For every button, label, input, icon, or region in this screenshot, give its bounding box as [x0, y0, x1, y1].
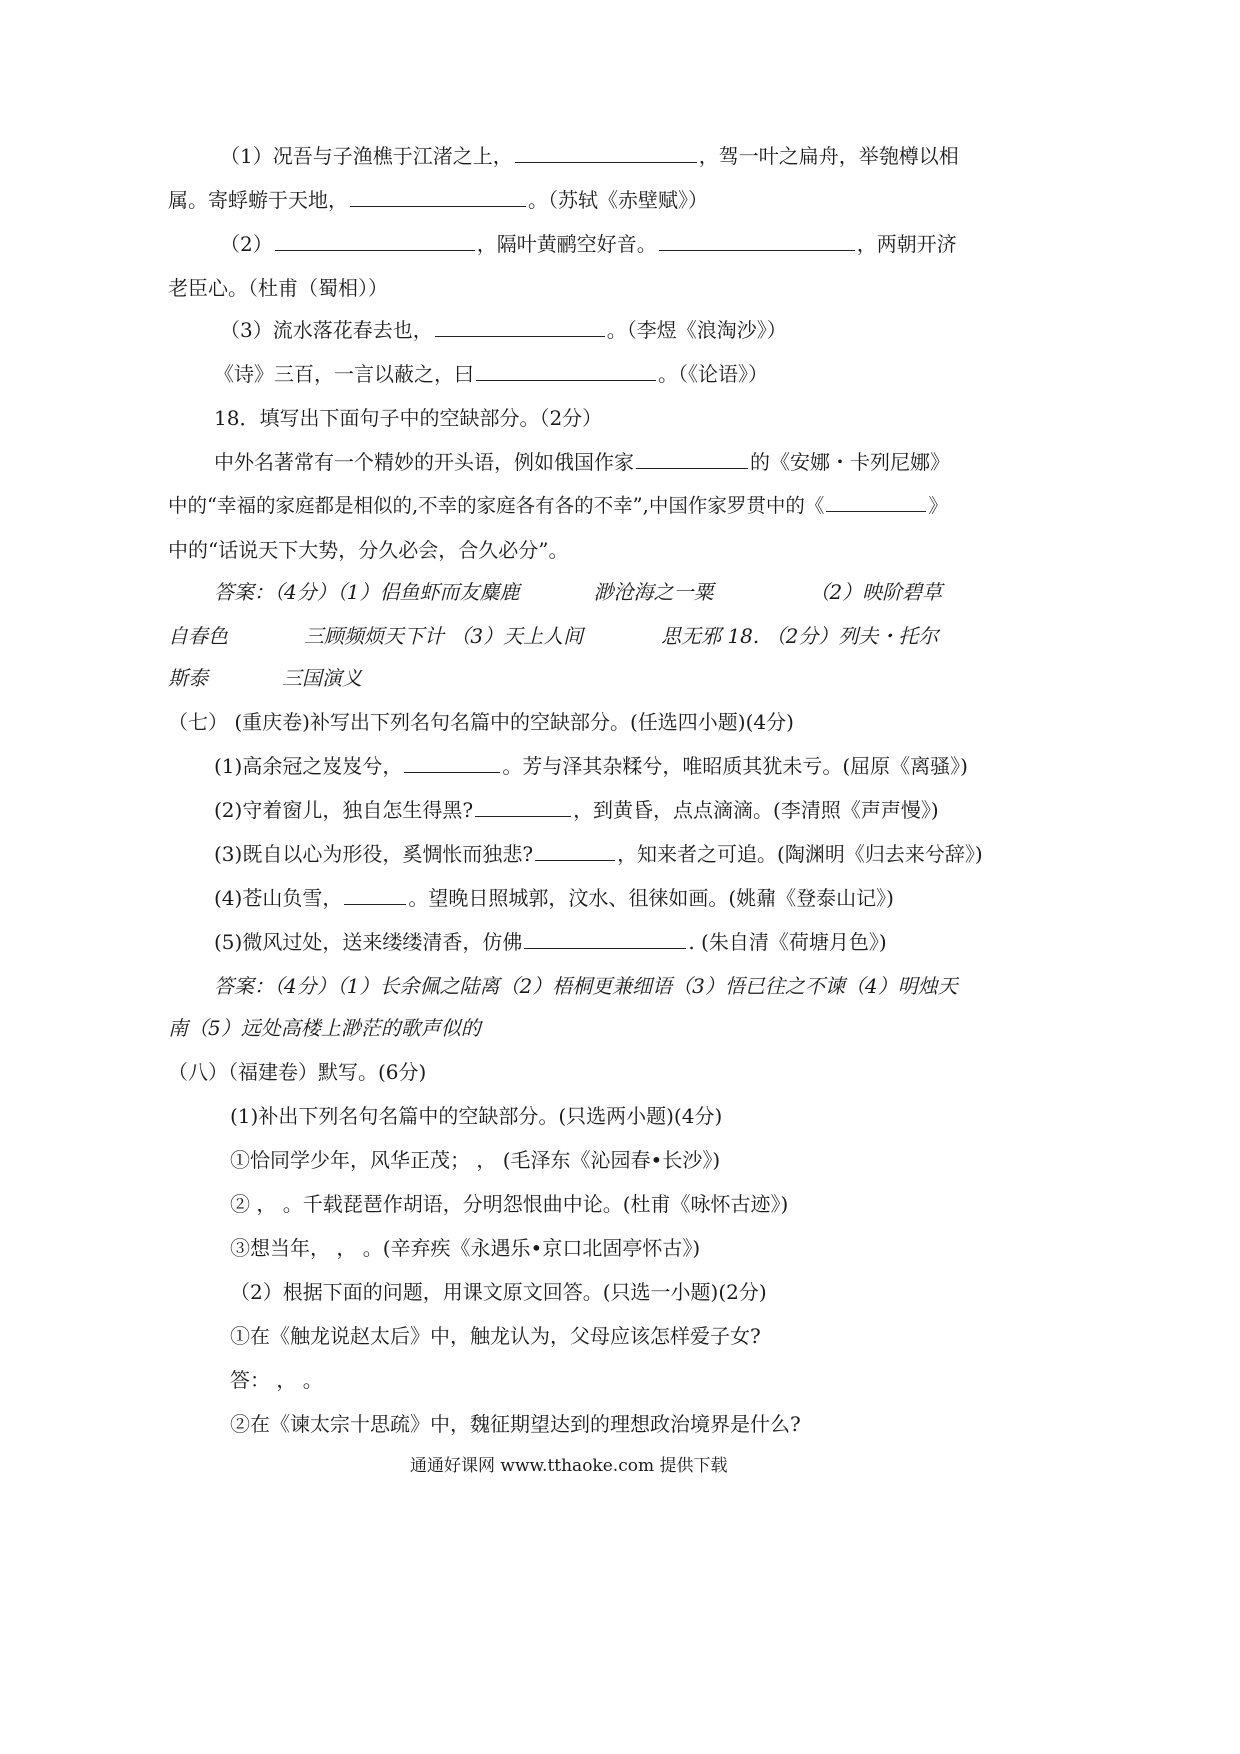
s8-question-2: ②在《谏太宗十思疏》中，魏征期望达到的理想政治境界是什么? [230, 1412, 801, 1436]
q18-line-1 [214, 452, 950, 472]
s8-part-2: （2）根据下面的问题，用课文原文回答。(只选一小题)(2分) [230, 1280, 767, 1304]
text: . (朱自清《荷塘月色》) [688, 930, 887, 954]
s7-q1 [214, 756, 968, 776]
s17-line-4: 老臣心。（杜甫（蜀相）） [168, 276, 388, 300]
text: 的《安娜・卡列尼娜》 [750, 450, 950, 474]
text: ，驾一叶之扁舟，举匏樽以相 [698, 144, 959, 168]
text: 。（苏轼《赤壁赋》） [528, 188, 708, 212]
text: ，到黄昏，点点滴滴。(李清照《声声慢》) [573, 798, 939, 822]
s8-title: （八）（福建卷）默写。(6分) [168, 1060, 427, 1084]
s7-q3 [214, 844, 983, 864]
text: 渺沧海之一粟 [593, 580, 714, 604]
text: 思无邪 18. （2分）列夫・托尔 [661, 624, 939, 648]
text: （3）流水落花春去也， [220, 318, 433, 342]
s17-line-1 [220, 146, 959, 166]
text: 三顾频烦天下计 （3）天上人间 [304, 624, 584, 648]
fill-blank [659, 249, 855, 251]
fill-blank [636, 467, 748, 469]
s17-line-2 [168, 190, 708, 210]
text: 自春色 [168, 624, 228, 648]
text: 中外名著常有一个精妙的开头语，例如俄国作家 [214, 450, 634, 474]
fill-blank [826, 510, 926, 512]
answer-1-line-3 [168, 668, 362, 688]
text: （2） [220, 232, 273, 256]
q18-line-2 [168, 496, 948, 516]
s8-part-1: (1)补出下列名句名篇中的空缺部分。(只选两小题)(4分) [230, 1104, 723, 1128]
fill-blank [404, 771, 500, 773]
fill-blank [435, 335, 605, 337]
text: 斯泰 [168, 666, 208, 690]
fill-blank [515, 161, 697, 163]
text: 《诗》三百，一言以蔽之，曰 [214, 362, 474, 386]
fill-blank [476, 379, 656, 381]
page-footer: 通通好课网 www.tthaoke.com 提供下载 [410, 1456, 728, 1476]
text: ，知来者之可追。(陶渊明《归去来兮辞》) [617, 842, 983, 866]
s7-q5 [214, 932, 887, 952]
text: 。（李煜《浪淘沙》） [606, 318, 787, 342]
text: (4)苍山负雪， [214, 886, 343, 910]
q18-title: 18．填写出下面句子中的空缺部分。（2分） [214, 406, 603, 430]
s17-line-5 [220, 320, 787, 340]
text: 中的“幸福的家庭都是相似的,不幸的家庭各有各的不幸”,中国作家罗贯中的《 [168, 494, 825, 517]
fill-blank [344, 903, 406, 905]
answer-2-line-2: 南（5）远处高楼上渺茫的歌声似的 [168, 1016, 481, 1040]
s8-answer-1: 答： ， 。 [230, 1368, 323, 1392]
text: 三国演义 [282, 666, 362, 690]
text: 答案：（4分）（1）侣鱼虾而友麋鹿 [214, 580, 520, 604]
answer-1-line-1 [214, 582, 942, 602]
q18-line-3: 中的“话说天下大势，分久必会，合久必分”。 [168, 538, 569, 562]
text: (1)高余冠之岌岌兮， [214, 754, 403, 778]
s7-q2 [214, 800, 939, 820]
text: (5)微风过处，送来缕缕清香，仿佛 [214, 930, 523, 954]
fill-blank [524, 947, 686, 949]
text: 。芳与泽其杂糅兮，唯昭质其犹未亏。(屈原《离骚》) [502, 754, 968, 778]
text: 属。寄蜉蝣于天地， [168, 188, 348, 212]
s17-line-6 [214, 364, 768, 384]
text: 》 [928, 494, 948, 517]
s8-item-3: ③想当年， ， 。(辛弃疾《永遇乐•京口北固亭怀古》) [230, 1236, 701, 1260]
text: (3)既自以心为形役，奚惆怅而独悲? [214, 842, 534, 866]
s8-item-2: ② ， 。千载琵琶作胡语，分明怨恨曲中论。(杜甫《咏怀古迹》) [230, 1192, 789, 1216]
text: 。望晚日照城郭，汶水、徂徕如画。(姚鼐《登泰山记》) [408, 886, 894, 910]
answer-2-line-1: 答案：（4分）（1）长余佩之陆离（2）梧桐更兼细语（3）悟已往之不谏（4）明烛天 [214, 974, 958, 998]
s7-title: （七） (重庆卷)补写出下列名句名篇中的空缺部分。(任选四小题)(4分) [168, 710, 794, 734]
s7-q4 [214, 888, 894, 908]
answer-1-line-2 [168, 626, 938, 646]
fill-blank [275, 249, 475, 251]
text: ，两朝开济 [856, 232, 957, 256]
fill-blank [350, 205, 526, 207]
text: (2)守着窗儿，独自怎生得黑? [214, 798, 474, 822]
text: 。（《论语》） [658, 362, 768, 386]
s8-item-1: ①恰同学少年，风华正茂； ， (毛泽东《沁园春•长沙》) [230, 1148, 721, 1172]
text: （1）况吾与子渔樵于江渚之上， [220, 144, 513, 168]
fill-blank [535, 859, 615, 861]
text: ，隔叶黄鹂空好音。 [476, 232, 657, 256]
s17-line-3 [220, 234, 957, 254]
s8-question-1: ①在《触龙说赵太后》中，触龙认为，父母应该怎样爱子女? [230, 1324, 761, 1348]
fill-blank [475, 815, 571, 817]
text: （2）映阶碧草 [809, 580, 943, 604]
